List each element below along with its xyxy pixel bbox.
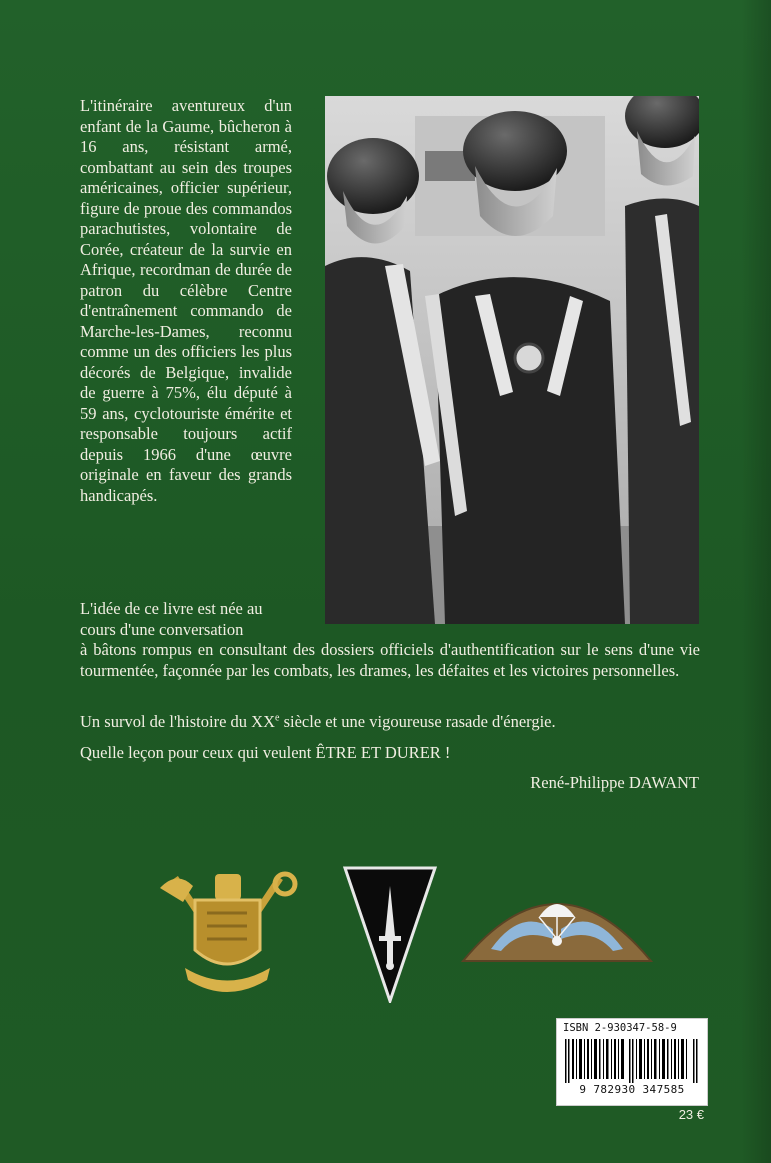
- continuation-line-1: L'idée de ce livre est née au: [80, 599, 263, 618]
- intro-paragraph: L'itinéraire aventureux d'un enfant de la Gaume, bûcheron à 16 ans, résistant armé, combattant au sein des troupes américaines, officier supérieur, figure de proue des commandos parachutistes, volontaire de Corée, créateur de la survie en Afrique, recordman de durée de patron du célèbre Centre d'entraînement commando de Marche-les-Dames, reconnu comme un des officiers les plus décorés de Belgique, invalide de guerre à 75%, élu député à 59 ans, cyclotouriste émérite et responsable toujours actif depuis 1966 d'une œuvre originale en faveur des grands handicapés.: [80, 96, 292, 505]
- isbn-number: ISBN 2-930347-58-9: [563, 1022, 677, 1034]
- continuation-paragraph: [80, 599, 700, 681]
- parachute-wings-emblem: [461, 877, 653, 963]
- continuation-line-2: cours d'une conversation: [80, 619, 244, 639]
- continuation-rest: à bâtons rompus en consultant des dossiers officiels d'authentification sur le sens d'une vie tourmentée, façonnée par les combats, les drames, les défaites et les victoires personnelles.: [80, 640, 700, 680]
- paratroopers-photo-illustration: [325, 96, 699, 624]
- survol-before: Un survol de l'histoire du XX: [80, 712, 275, 731]
- price-label: 23 €: [678, 1107, 704, 1122]
- barcode-icon: [565, 1039, 699, 1083]
- commando-dagger-emblem: [343, 866, 437, 1003]
- coat-of-arms-emblem: [155, 868, 300, 1003]
- isbn-barcode-box: [556, 1018, 708, 1106]
- paratroopers-photo: [325, 96, 699, 624]
- survol-after: siècle et une vigoureuse rasade d'énergie.: [279, 712, 556, 731]
- survol-superscript: e: [275, 712, 280, 724]
- author-signature: René-Philippe DAWANT: [530, 773, 699, 792]
- survol-paragraph: [80, 712, 556, 733]
- barcode-digits: 9 782930 347585: [579, 1083, 685, 1096]
- lecon-paragraph: Quelle leçon pour ceux qui veulent ÊTRE ET DURER !: [80, 743, 451, 762]
- cover-edge-shadow: [741, 0, 771, 1163]
